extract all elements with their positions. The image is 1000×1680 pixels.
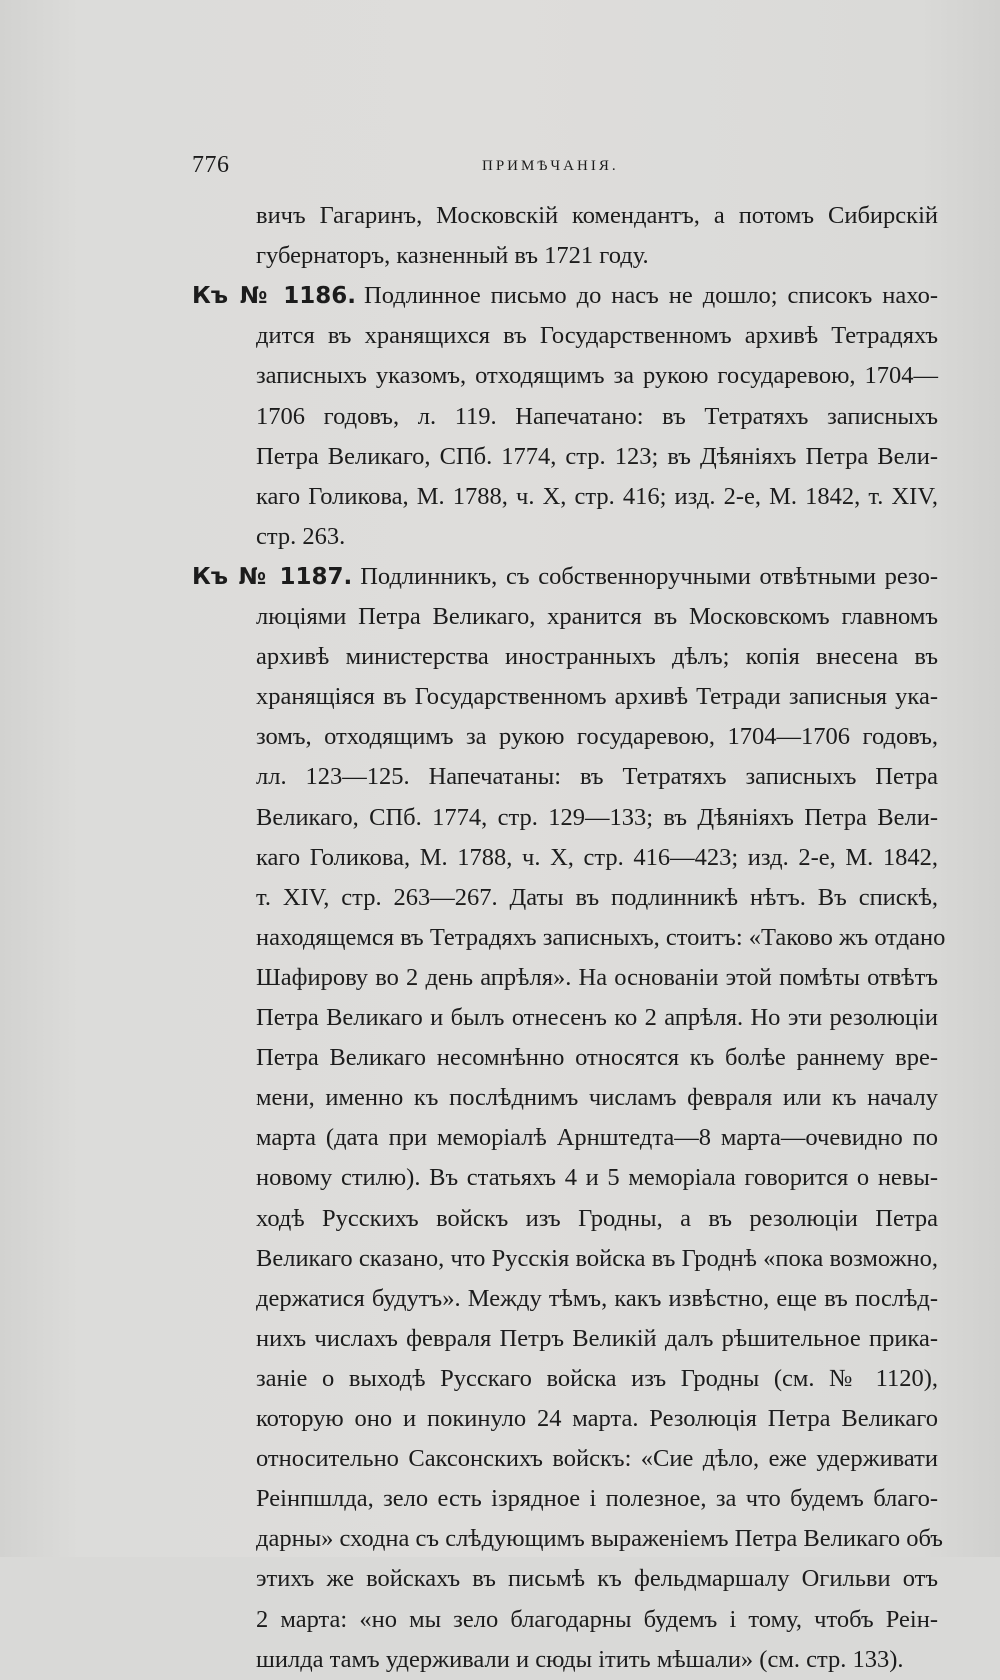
text-line (256, 517, 938, 557)
page-number: 776 (192, 152, 230, 178)
text-line (256, 1118, 938, 1158)
text-line (256, 878, 938, 918)
note-number-label: Къ № 1187. (192, 563, 353, 590)
line-text: Петра Великаго, СПб. 1774, стр. 123; въ Дѣяніяхъ Петра Вели- (256, 442, 938, 470)
text-line (256, 1640, 938, 1680)
line-text: относительно Саксонскихъ войскъ: «Сие дѣло, еже удерживати (256, 1445, 938, 1473)
line-text: губернаторъ, казненный въ 1721 году. (256, 242, 649, 270)
text-line (256, 1519, 943, 1559)
text-line (256, 356, 938, 396)
text-line (256, 1439, 938, 1479)
line-text: зомъ, отходящимъ за рукою государевою, 1704—1706 годовъ, (256, 723, 938, 751)
text-line (256, 1078, 938, 1118)
text-line (256, 1239, 938, 1279)
text-line (256, 1199, 938, 1239)
line-text: нихъ числахъ февраля Петръ Великій далъ рѣшительное прика- (256, 1324, 938, 1352)
text-line (256, 757, 938, 797)
note-first-line (192, 276, 938, 316)
line-text: Великаго, СПб. 1774, стр. 129—133; въ Дѣяніяхъ Петра Вели- (256, 803, 938, 831)
note-first-line (192, 557, 938, 597)
text-line (256, 637, 938, 677)
line-text: записныхъ указомъ, отходящимъ за рукою государевою, 1704— (256, 362, 938, 390)
text-line (256, 1479, 938, 1519)
page-header (192, 152, 940, 182)
text-line (256, 677, 938, 717)
text-line (256, 1319, 938, 1359)
text-line (256, 437, 938, 477)
text-line (256, 1399, 938, 1439)
line-text: новому стилю). Въ статьяхъ 4 и 5 меморіала говорится о невы- (256, 1164, 938, 1192)
line-text: шилда тамъ удерживали и сюды ітить мѣшали» (см. стр. 133). (256, 1645, 904, 1673)
line-text: держатися будутъ». Между тѣмъ, какъ извѣстно, еще въ послѣд- (256, 1284, 938, 1312)
line-text: вичъ Гагаринъ, Московскій комендантъ, а потомъ Сибирскій (256, 202, 938, 229)
line-text: каго Голикова, М. 1788, ч. X, стр. 416; изд. 2-е, М. 1842, т. XIV, (256, 482, 938, 510)
line-text: заніе о выходѣ Русскаго войска изъ Гродны (см. № 1120), (256, 1364, 938, 1392)
line-text: каго Голикова, М. 1788, ч. X, стр. 416—423; изд. 2-е, М. 1842, (256, 843, 938, 871)
line-text: Петра Великаго несомнѣнно относятся къ болѣе раннему вре- (256, 1044, 938, 1072)
text-line (256, 1359, 938, 1399)
text-line (256, 958, 938, 998)
running-head: ПРИМѢЧАНІЯ. (482, 158, 619, 174)
text-line (256, 316, 938, 356)
line-text: Подлинникъ, съ собственноручными отвѣтными резо- (360, 562, 938, 590)
line-text: которую оно и покинуло 24 марта. Резолюція Петра Великаго (256, 1405, 938, 1432)
line-text: дится въ хранящихся въ Государственномъ архивѣ Тетрадяхъ (256, 322, 938, 350)
text-line (256, 196, 938, 236)
line-text: находящемся въ Тетрадяхъ записныхъ, стоитъ: «Таково жъ отдано (256, 923, 946, 951)
line-text: марта (дата при меморіалѣ Арнштедта—8 марта—очевидно по (256, 1124, 938, 1152)
line-text: стр. 263. (256, 522, 346, 550)
line-text: ходѣ Русскихъ войскъ изъ Гродны, а въ резолюціи Петра (256, 1204, 938, 1232)
line-text: Шафирову во 2 день апрѣля». На основаніи этой помѣты отвѣтъ (256, 963, 938, 991)
text-line (256, 397, 938, 437)
text-line (256, 838, 938, 878)
line-text: Великаго сказано, что Русскія войска въ Гроднѣ «пока возможно, (256, 1244, 938, 1272)
line-text: 2 марта: «но мы зело благодарны будемъ і тому, чтобъ Реін- (256, 1605, 938, 1633)
line-text: мени, именно къ послѣднимъ числамъ февраля или къ началу (256, 1084, 938, 1112)
text-line (256, 998, 938, 1038)
text-line (256, 1559, 938, 1599)
line-text: дарны» сходна съ слѣдующимъ выраженіемъ Петра Великаго объ (256, 1525, 943, 1553)
line-text: хранящіяся въ Государственномъ архивѣ Тетради записныя ука- (256, 683, 938, 711)
line-text: люціями Петра Великаго, хранится въ Московскомъ главномъ (256, 603, 938, 630)
text-line (256, 597, 938, 637)
text-line (256, 717, 938, 757)
text-line (256, 477, 938, 517)
note-number-label: Къ № 1186. (192, 283, 357, 310)
line-text: архивѣ министерства иностранныхъ дѣлъ; копія внесена въ (256, 643, 938, 671)
line-text: т. XIV, стр. 263—267. Даты въ подлинникѣ нѣтъ. Въ спискѣ, (256, 883, 938, 911)
line-text: этихъ же войскахъ въ письмѣ къ фельдмаршалу Огильви отъ (256, 1565, 938, 1593)
text-line (256, 1038, 938, 1078)
line-text: Петра Великаго и былъ отнесенъ ко 2 апрѣля. Но эти резолюціи (256, 1004, 938, 1031)
line-text: Подлинное письмо до насъ не дошло; списокъ нахо- (364, 282, 938, 310)
text-line (256, 798, 938, 838)
text-line (256, 1279, 938, 1319)
line-text: 1706 годовъ, л. 119. Напечатано: въ Тетратяхъ записныхъ (256, 402, 938, 430)
text-line (256, 1158, 938, 1198)
text-line (256, 918, 946, 958)
text-line (256, 236, 938, 276)
line-text: лл. 123—125. Напечатаны: въ Тетратяхъ записныхъ Петра (256, 763, 938, 791)
text-line (256, 1600, 938, 1640)
line-text: Реінпшлда, зело есть ізрядное і полезное, за что будемъ благо- (256, 1485, 938, 1513)
